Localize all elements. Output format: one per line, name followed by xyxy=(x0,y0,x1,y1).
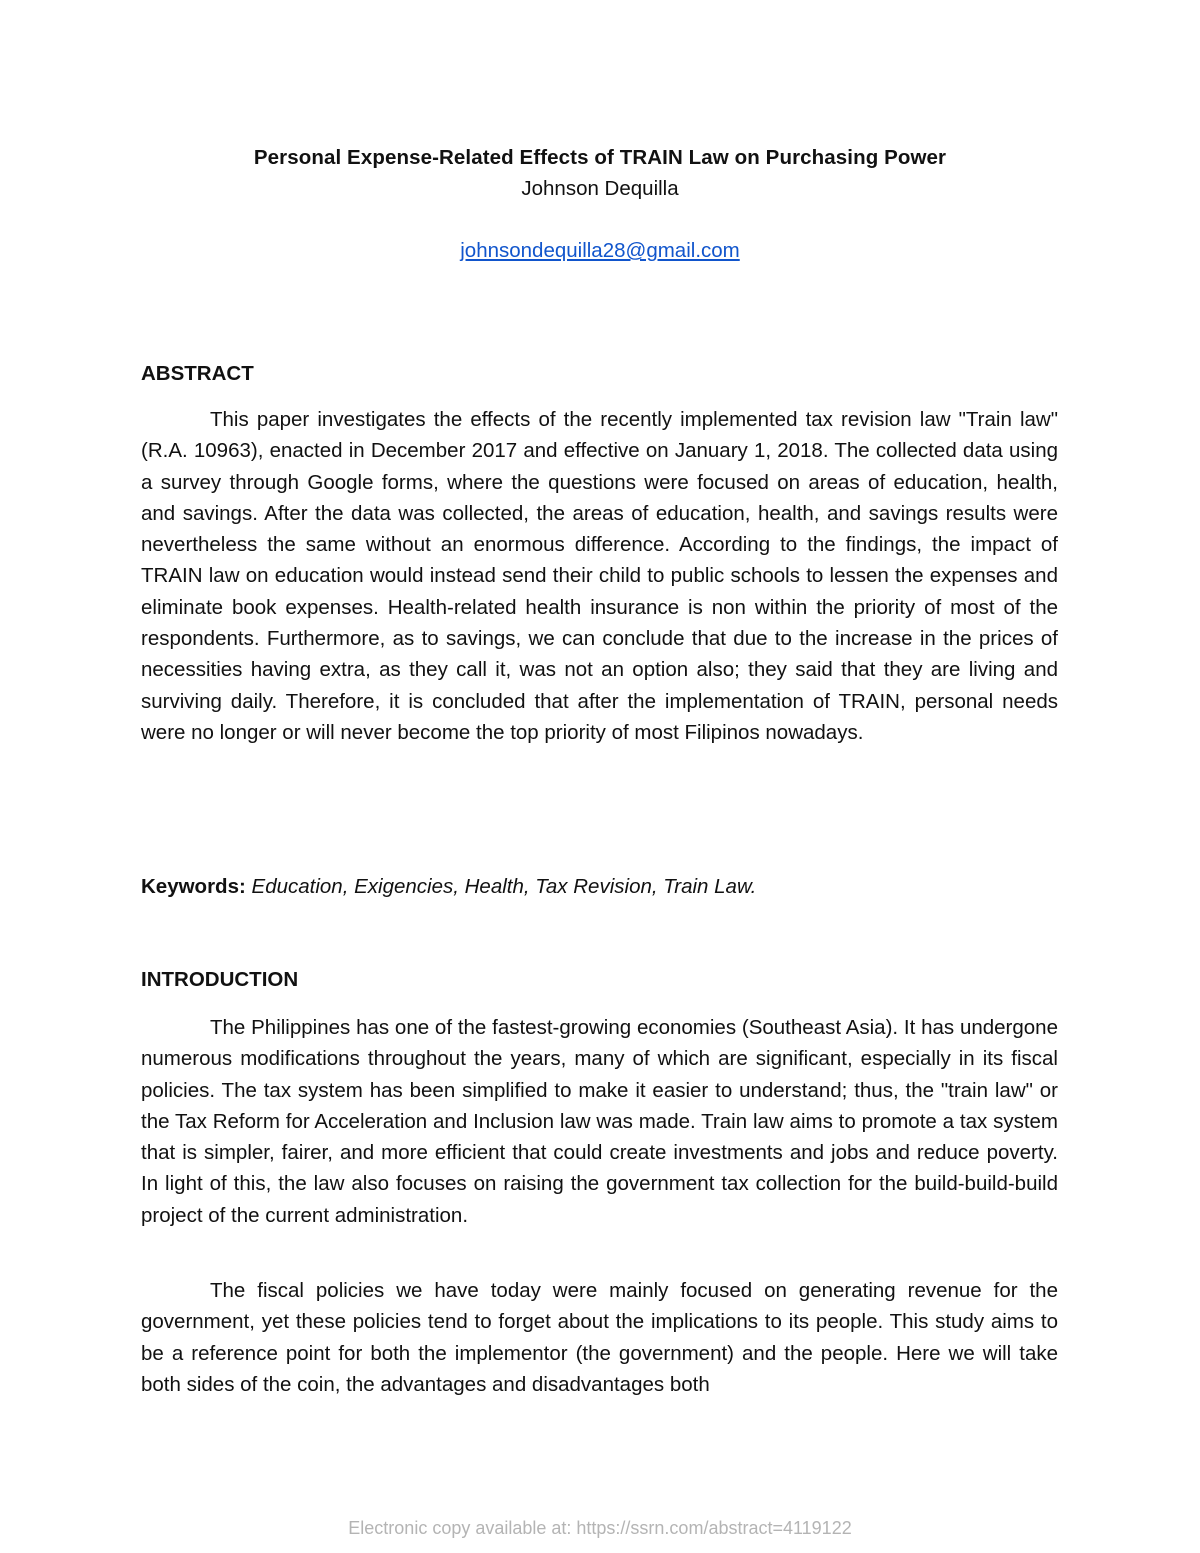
abstract-heading: ABSTRACT xyxy=(141,362,254,385)
keywords-label: Keywords: xyxy=(141,875,246,898)
introduction-paragraph-1: The Philippines has one of the fastest-growing economies (Southeast Asia). It has undergone numerous modifications throughout the years, many of which are significant, especially in its fiscal policies. The tax system has been simplified to make it easier to understand; thus, the "train law" or the Tax Reform for Acceleration and Inclusion law was made. Train law aims to promote a tax system that is simpler, fairer, and more efficient that could create investments and jobs and reduce poverty. In light of this, the law also focuses on raising the government tax collection for the build-build-build project of the current administration. xyxy=(141,1016,1058,1227)
author-email-link[interactable]: johnsondequilla28@gmail.com xyxy=(460,239,740,262)
author-name: Johnson Dequilla xyxy=(521,177,679,200)
introduction-paragraph-2: The fiscal policies we have today were mainly focused on generating revenue for the government, yet these policies tend to forget about the implications to its people. This study aims to be a reference point for both the implementor (the government) and the people. Here we will take both sides of the coin, the advantages and disadvantages both xyxy=(141,1279,1058,1396)
keywords-list: Education, Exigencies, Health, Tax Revision, Train Law. xyxy=(251,875,757,898)
author-email xyxy=(0,238,1200,264)
paper-title: Personal Expense-Related Effects of TRAIN Law on Purchasing Power xyxy=(253,146,947,169)
abstract-text: This paper investigates the effects of the recently implemented tax revision law "Train law" (R.A. 10963), enacted in December 2017 and effective on January 1, 2018. The collected data using a survey through Google forms, where the questions were focused on areas of education, health, and savings. After the data was collected, the areas of education, health, and savings results were nevertheless the same without an enormous difference. According to the findings, the impact of TRAIN law on education would instead send their child to public schools to lessen the expenses and eliminate book expenses. Health-related health insurance is non within the priority of most of the respondents. Furthermore, as to savings, we can conclude that due to the increase in the prices of necessities having extra, as they call it, was not an option also; they said that they are living and surviving daily. Therefore, it is concluded that after the implementation of TRAIN, personal needs were no longer or will never become the top priority of most Filipinos nowadays. xyxy=(141,408,1058,744)
ssrn-footer: Electronic copy available at: https://ssrn.com/abstract=4119122 xyxy=(348,1518,852,1538)
keywords-line xyxy=(141,874,756,900)
introduction-heading: INTRODUCTION xyxy=(141,968,299,991)
